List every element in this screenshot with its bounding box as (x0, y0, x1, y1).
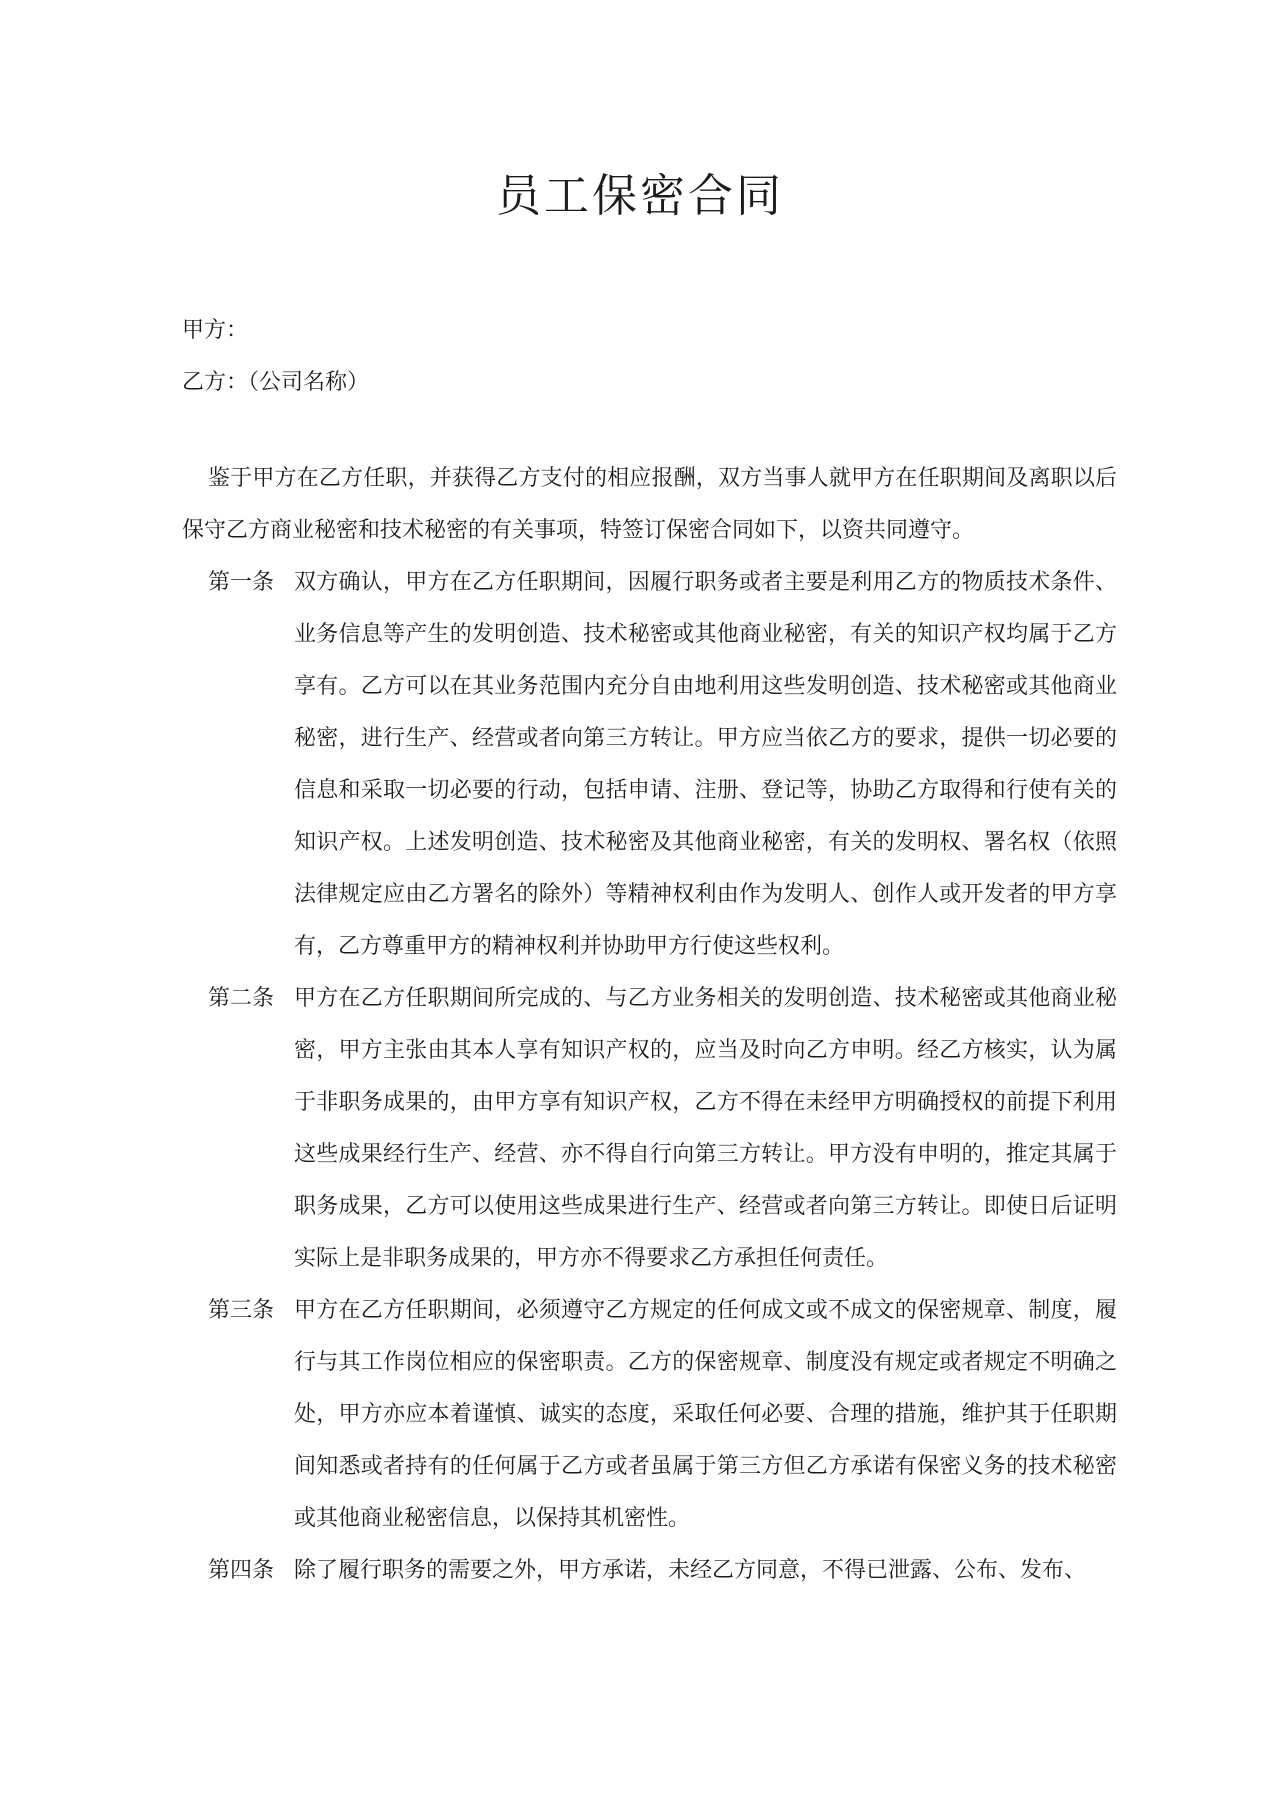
party-b-line: 乙方：（公司名称） (182, 369, 370, 394)
articles-section (182, 556, 1117, 1596)
document-title: 员工保密合同 (495, 171, 784, 221)
preamble-paragraph: 鉴于甲方在乙方任职，并获得乙方支付的相应报酬，双方当事人就甲方在任职期间及离职以后保守乙方商业秘密和技术秘密的有关事项，特签订保密合同如下，以资共同遵守。 (182, 465, 1117, 542)
party-a-line: 甲方： (182, 317, 249, 342)
parties-block (182, 304, 1117, 408)
article-1-number-label: 第一条 (208, 569, 275, 594)
article-3-body-text: 甲方在乙方任职期间，必须遵守乙方规定的任何成文或不成文的保密规章、制度，履行与其工作岗位相应的保密职责。乙方的保密规章、制度没有规定或者规定不明确之处，甲方亦应本着谨慎、诚实的态度，采取任何必要、合理的措施，维护其于任职期间知悉或者持有的任何属于乙方或者虽属于第三方但乙方承诺有保密义务的技术秘密或其他商业秘密信息，以保持其机密性。 (294, 1297, 1117, 1530)
article-row-3 (182, 1284, 1117, 1544)
article-4-body-text: 除了履行职务的需要之外，甲方承诺，未经乙方同意，不得已泄露、公布、发布、 (294, 1557, 1087, 1582)
article-1-body-text: 双方确认，甲方在乙方任职期间，因履行职务或者主要是利用乙方的物质技术条件、业务信息等产生的发明创造、技术秘密或其他商业秘密，有关的知识产权均属于乙方享有。乙方可以在其业务范围内充分自由地利用这些发明创造、技术秘密或其他商业秘密，进行生产、经营或者向第三方转让。甲方应当依乙方的要求，提供一切必要的信息和采取一切必要的行动，包括申请、注册、登记等，协助乙方取得和行使有关的知识产权。上述发明创造、技术秘密及其他商业秘密，有关的发明权、署名权（依照法律规定应由乙方署名的除外）等精神权利由作为发明人、创作人或开发者的甲方享有，乙方尊重甲方的精神权利并协助甲方行使这些权利。 (294, 569, 1117, 958)
article-2-number-label: 第二条 (208, 985, 275, 1010)
article-3-number-label: 第三条 (208, 1297, 275, 1322)
article-4-number-label: 第四条 (208, 1557, 275, 1582)
article-row-2 (182, 972, 1117, 1284)
article-2-body-text: 甲方在乙方任职期间所完成的、与乙方业务相关的发明创造、技术秘密或其他商业秘密，甲方主张由其本人享有知识产权的，应当及时向乙方申明。经乙方核实，认为属于非职务成果的，由甲方享有知识产权，乙方不得在未经甲方明确授权的前提下利用这些成果经行生产、经营、亦不得自行向第三方转让。甲方没有申明的，推定其属于职务成果，乙方可以使用这些成果进行生产、经营或者向第三方转让。即使日后证明实际上是非职务成果的，甲方亦不得要求乙方承担任何责任。 (294, 985, 1117, 1270)
article-row-4 (182, 1544, 1117, 1596)
article-row-1 (182, 556, 1117, 972)
